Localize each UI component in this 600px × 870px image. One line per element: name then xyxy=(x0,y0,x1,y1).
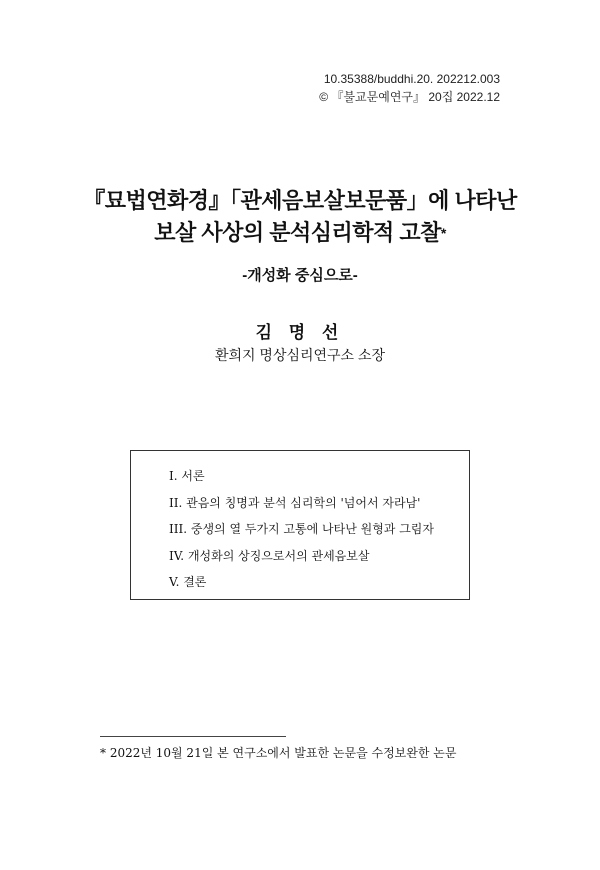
toc-item: I. 서론 xyxy=(169,469,205,483)
title-line-1: 『묘법연화경』「관세음보살보문품」에 나타난 xyxy=(83,188,517,213)
toc-item: V. 결론 xyxy=(169,575,207,589)
author-affiliation: 환희지 명상심리연구소 소장 xyxy=(214,347,386,363)
table-of-contents xyxy=(130,450,470,600)
author-name: 김 명 선 xyxy=(255,323,345,342)
toc-item: IV. 개성화의 상징으로서의 관세음보살 xyxy=(169,548,370,563)
publication-meta xyxy=(319,70,500,106)
toc-item: III. 중생의 열 두가지 고통에 나타난 원형과 그림자 xyxy=(169,522,434,536)
title-line-2 xyxy=(0,217,600,249)
paper-subtitle: -개성화 중심으로- xyxy=(242,267,358,284)
title-line-2-text: 보살 사상의 분석심리학적 고찰 xyxy=(154,220,441,245)
footnote: * 2022년 10월 21일 본 연구소에서 발표한 논문을 수정보완한 논문 xyxy=(100,746,457,760)
journal-copyright: © 『불교문예연구』 20집 2022.12 xyxy=(319,90,500,104)
toc-item: II. 관음의 칭명과 분석 심리학의 '넘어서 자라남' xyxy=(169,495,421,510)
paper-title xyxy=(0,185,600,249)
doi: 10.35388/buddhi.20. 202212.003 xyxy=(323,72,500,86)
footnote-divider xyxy=(100,736,286,737)
title-footnote-marker: * xyxy=(440,225,446,241)
